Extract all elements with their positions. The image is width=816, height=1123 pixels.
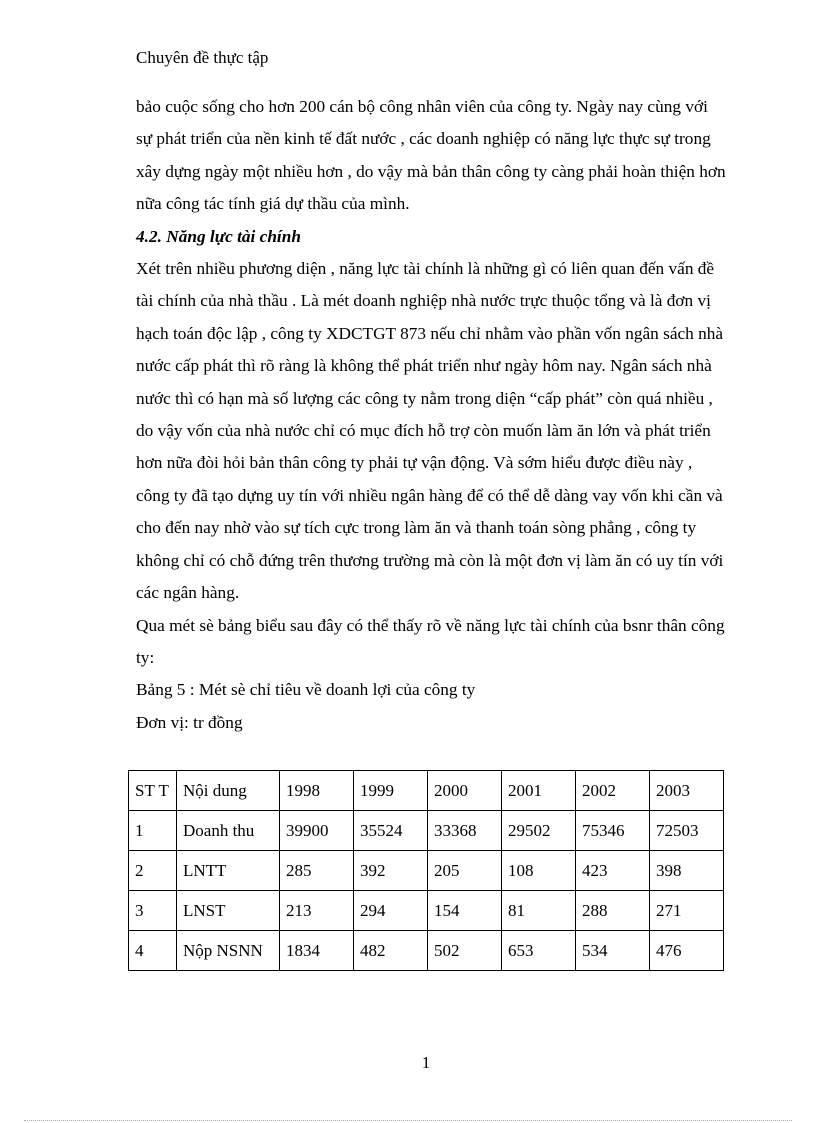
footer-divider: [24, 1120, 792, 1121]
table-cell: 653: [502, 931, 576, 971]
paragraph: Xét trên nhiều phương diện , năng lực tài chính là những gì có liên quan đến vấn đề tài chính của nhà thầu . Là mét doanh nghiệp nhà nước trực thuộc tổng và là đơn vị hạch toán độc lập , công ty XDCTGT 873 nếu chỉ nhằm vào phần vốn ngân sách nhà nước cấp phát thì rõ ràng là không thể phát triển như ngày hôm nay. Ngân sách nhà nước thì có hạn mà số lượng các công ty nằm trong diện “cấp phát” còn quá nhiều , do vậy vốn của nhà nước chỉ có mục đích hỗ trợ còn muốn làm ăn lớn và phát triển hơn nữa đòi hỏi bản thân công ty phải tự vận động. Và sớm hiểu được điều này , công ty đã tạo dựng uy tín với nhiều ngân hàng để có thể dễ dàng vay vốn khi cần và cho đến nay nhờ vào sự tích cực trong làm ăn và thanh toán sòng phẳng , công ty không chỉ có chỗ đứng trên thương trường mà còn là một đơn vị làm ăn có uy tín với các ngân hàng.: [136, 259, 724, 603]
table-row: [129, 851, 724, 891]
table-row: [129, 931, 724, 971]
table-cell: 35524: [354, 811, 428, 851]
table-row: [129, 891, 724, 931]
table-cell: 29502: [502, 811, 576, 851]
document-body: [136, 91, 726, 739]
page-number: 1: [421, 1053, 431, 1072]
section-heading: 4.2. Năng lực tài chính: [136, 226, 301, 246]
table-cell: LNTT: [177, 851, 280, 891]
table-cell: 4: [129, 931, 177, 971]
unit-label: Đơn vị: tr đồng: [136, 712, 243, 732]
paragraph: Qua mét sè bảng biểu sau đây có thể thấy rõ về năng lực tài chính của bsnr thân công ty:: [136, 615, 725, 667]
table-cell: LNST: [177, 891, 280, 931]
table-cell: 476: [650, 931, 724, 971]
table-cell: 213: [280, 891, 354, 931]
table-cell: 502: [428, 931, 502, 971]
table-cell: 285: [280, 851, 354, 891]
header-cell: 2002: [576, 771, 650, 811]
table-cell: 81: [502, 891, 576, 931]
header-cell: 1999: [354, 771, 428, 811]
table-cell: 205: [428, 851, 502, 891]
header-cell: 1998: [280, 771, 354, 811]
table-cell: 423: [576, 851, 650, 891]
table-caption: Bảng 5 : Mét sè chỉ tiêu về doanh lợi của công ty: [136, 680, 476, 700]
header-cell: 2000: [428, 771, 502, 811]
table-cell: 2: [129, 851, 177, 891]
table-cell: 482: [354, 931, 428, 971]
table-cell: 108: [502, 851, 576, 891]
table-cell: 288: [576, 891, 650, 931]
table-cell: 72503: [650, 811, 724, 851]
paragraph: bảo cuộc sống cho hơn 200 cán bộ công nhân viên của công ty. Ngày nay cùng với sự phát triển của nền kinh tế đất nước , các doanh nghiệp có năng lực thực sự trong xây dựng ngày một nhiều hơn , do vậy mà bản thân công ty càng phải hoàn thiện hơn nữa công tác tính giá dự thầu của mình.: [136, 97, 726, 214]
table-cell: 534: [576, 931, 650, 971]
header-cell: Nội dung: [177, 771, 280, 811]
page-header: Chuyên đề thực tập: [136, 48, 269, 67]
table-cell: 33368: [428, 811, 502, 851]
table-cell: 154: [428, 891, 502, 931]
table-cell: 294: [354, 891, 428, 931]
table-cell: 1834: [280, 931, 354, 971]
table-cell: Doanh thu: [177, 811, 280, 851]
table-cell: 3: [129, 891, 177, 931]
table-cell: 392: [354, 851, 428, 891]
table-row: [129, 811, 724, 851]
profit-table: [128, 770, 724, 971]
header-cell: 2001: [502, 771, 576, 811]
table-cell: Nộp NSNN: [177, 931, 280, 971]
table-cell: 398: [650, 851, 724, 891]
table-cell: 39900: [280, 811, 354, 851]
header-cell: 2003: [650, 771, 724, 811]
table-header-row: [129, 771, 724, 811]
table-cell: 271: [650, 891, 724, 931]
table-cell: 1: [129, 811, 177, 851]
table-cell: 75346: [576, 811, 650, 851]
header-cell: ST T: [129, 771, 177, 811]
